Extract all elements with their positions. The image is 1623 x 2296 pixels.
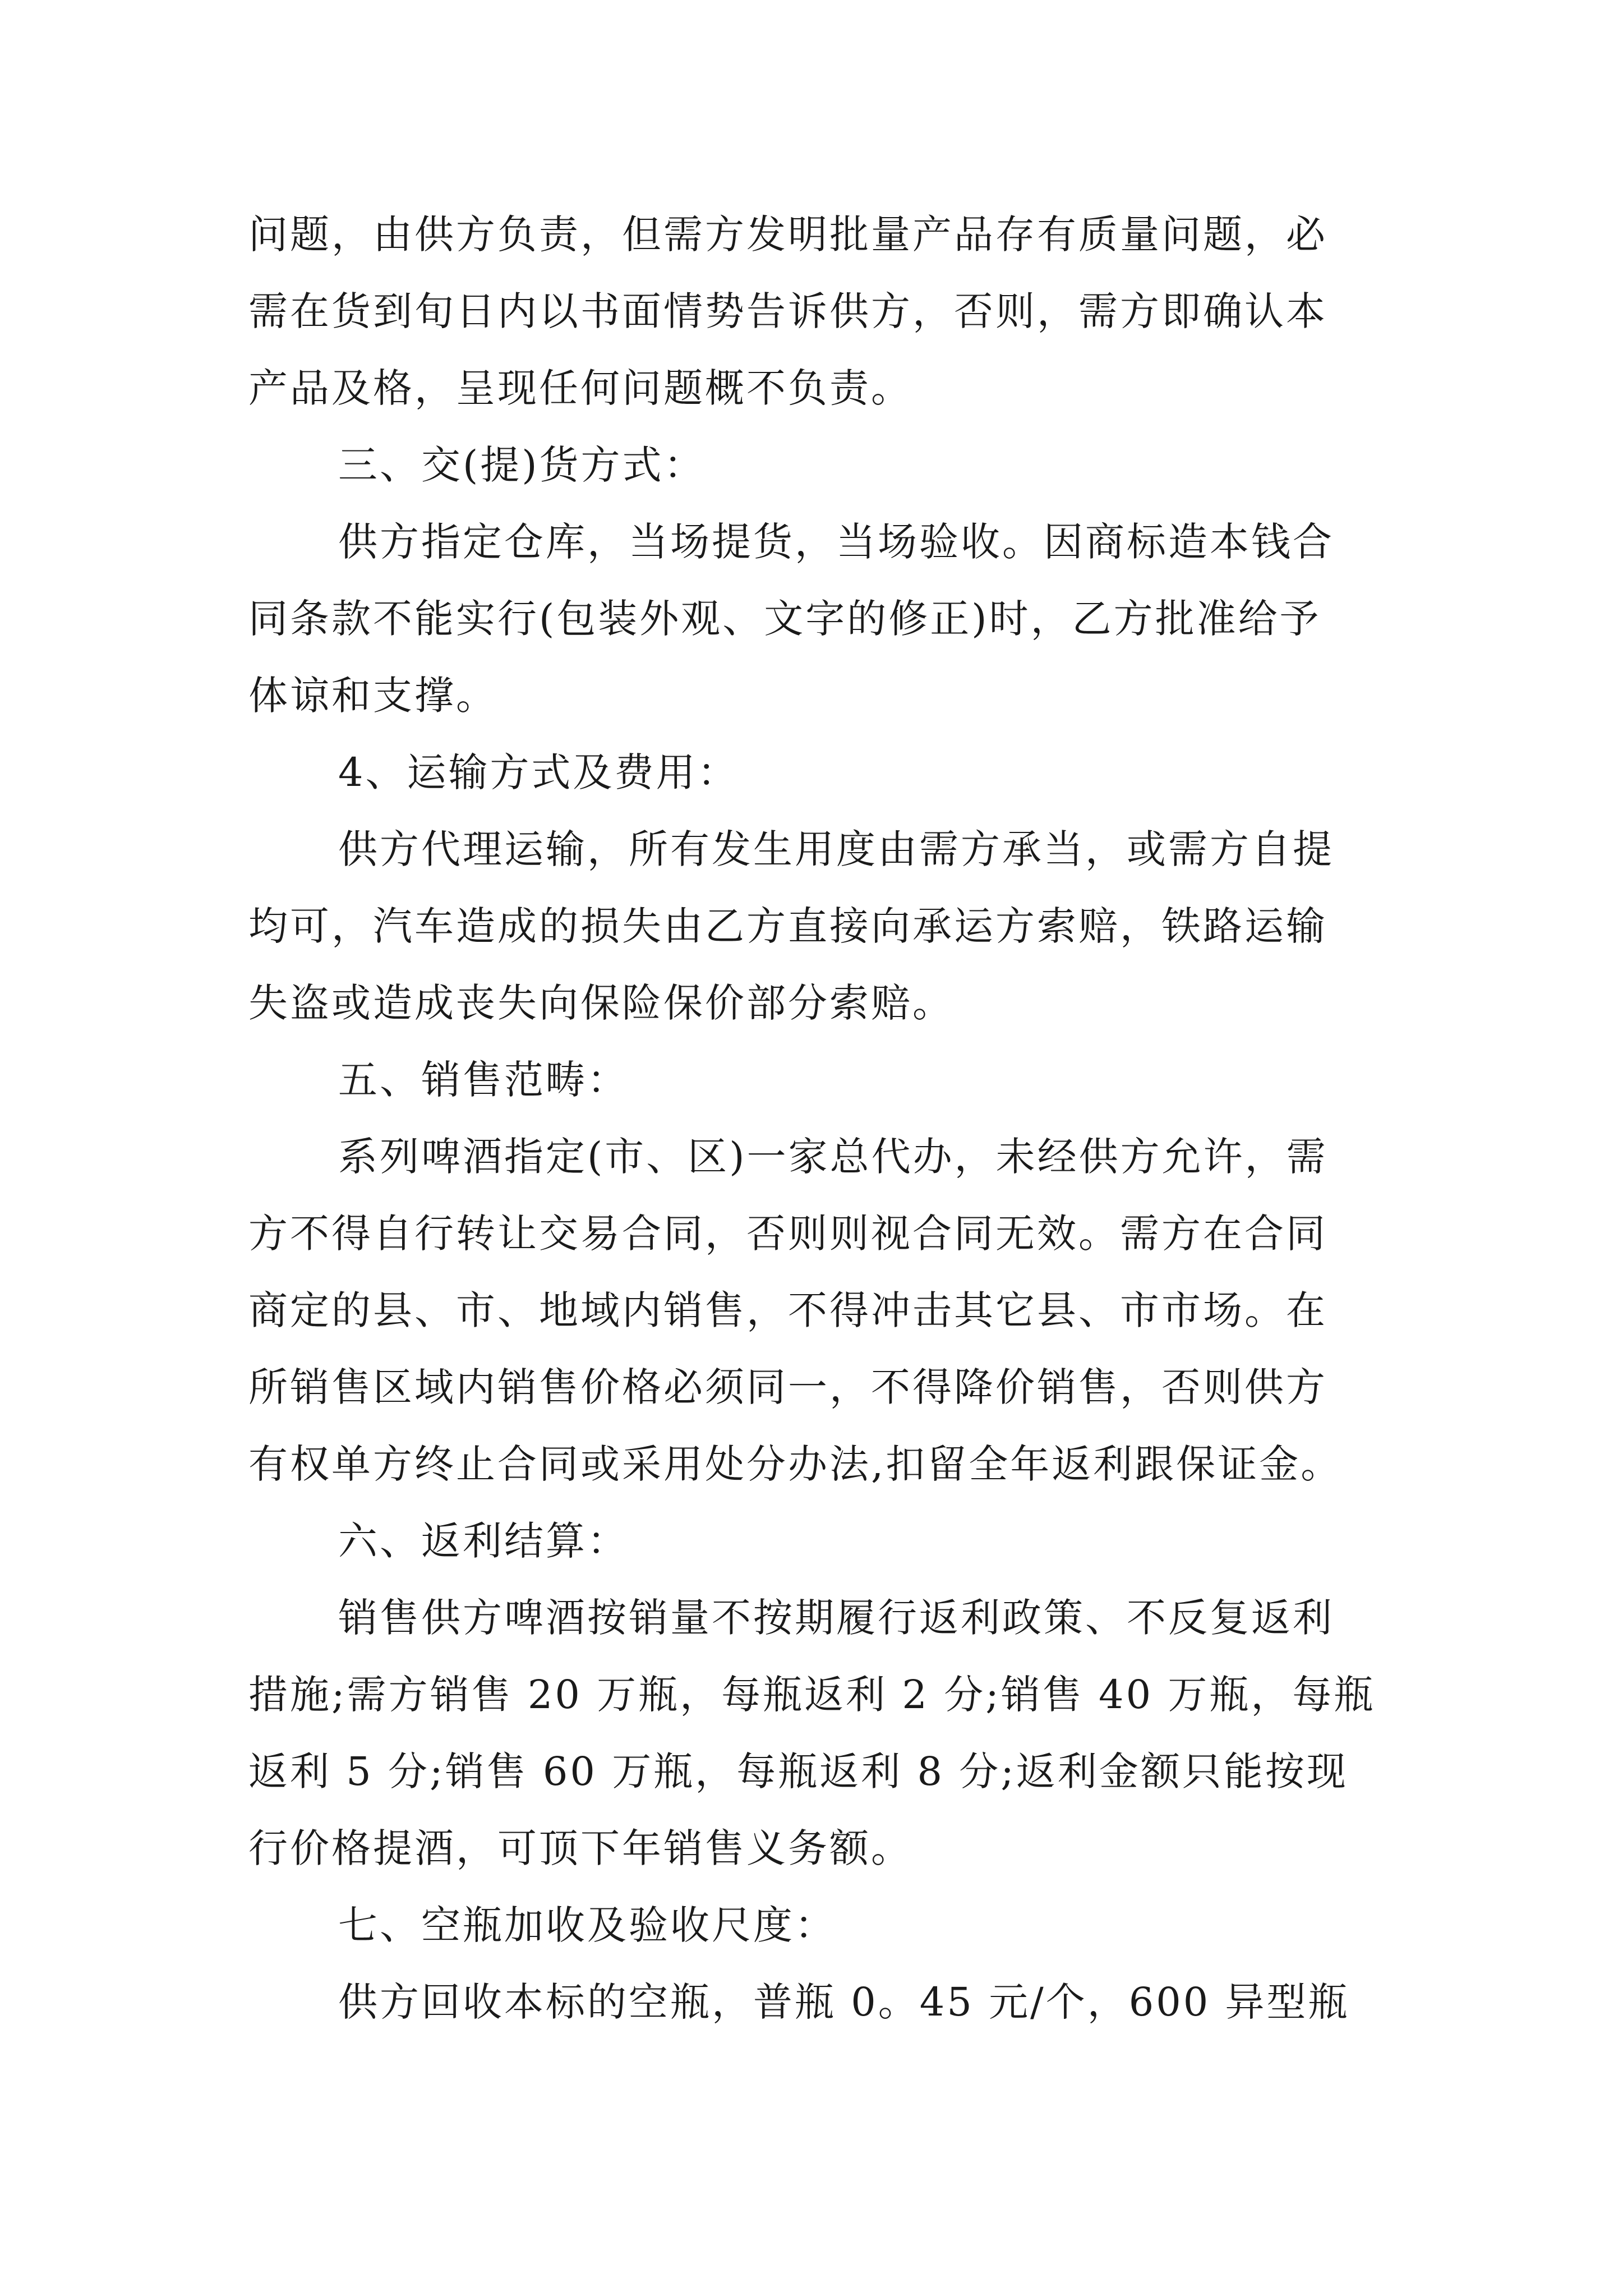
body-text	[248, 196, 1387, 2041]
section-heading: 4、运输方式及费用：	[338, 749, 739, 795]
text-line: 需在货到旬日内以书面情势告诉供方，否则，需方即确认本	[248, 288, 1327, 334]
text-line: 系列啤酒指定(市、区)一家总代办，未经供方允许，需	[338, 1134, 1328, 1180]
text-line: 所销售区域内销售价格必须同一，不得降价销售，否则供方	[248, 1364, 1327, 1410]
text-line: 供方回收本标的空瓶，普瓶 0。45 元/个，600 异型瓶	[338, 1979, 1350, 2025]
text-line: 供方指定仓库，当场提货，当场验收。因商标造本钱合	[338, 519, 1334, 565]
text-line: 问题，由供方负责，但需方发明批量产品存有质量问题，必	[248, 211, 1327, 257]
text-line: 方不得自行转让交易合同，否则则视合同无效。需方在合同	[248, 1211, 1327, 1257]
section-heading: 五、销售范畴：	[338, 1057, 629, 1103]
section-heading: 七、空瓶加收及验收尺度：	[338, 1902, 836, 1948]
text-line: 措施;需方销售 20 万瓶，每瓶返利 2 分;销售 40 万瓶，每瓶	[248, 1672, 1376, 1718]
text-line: 有权单方终止合同或采用处分办法,扣留全年返利跟保证金。	[248, 1441, 1343, 1487]
text-line: 返利 5 分;销售 60 万瓶，每瓶返利 8 分;返利金额只能按现	[248, 1749, 1348, 1795]
text-line: 行价格提酒，可顶下年销售义务额。	[248, 1825, 912, 1871]
section-heading: 六、返利结算：	[338, 1518, 629, 1564]
text-line: 均可，汽车造成的损失由乙方直接向承运方索赔，铁路运输	[248, 903, 1327, 949]
text-line: 体谅和支撑。	[248, 673, 497, 719]
text-line: 商定的县、市、地域内销售，不得冲击其它县、市市场。在	[248, 1287, 1327, 1333]
section-heading: 三、交(提)货方式：	[338, 442, 706, 488]
text-line: 失盗或造成丧失向保险保价部分索赔。	[248, 980, 954, 1026]
text-line: 供方代理运输，所有发生用度由需方承当，或需方自提	[338, 826, 1334, 872]
text-line: 产品及格，呈现任何问题概不负责。	[248, 365, 912, 411]
text-line: 同条款不能实行(包装外观、文字的修正)时，乙方批准给予	[248, 596, 1321, 642]
text-line: 销售供方啤酒按销量不按期履行返利政策、不反复返利	[338, 1595, 1334, 1641]
